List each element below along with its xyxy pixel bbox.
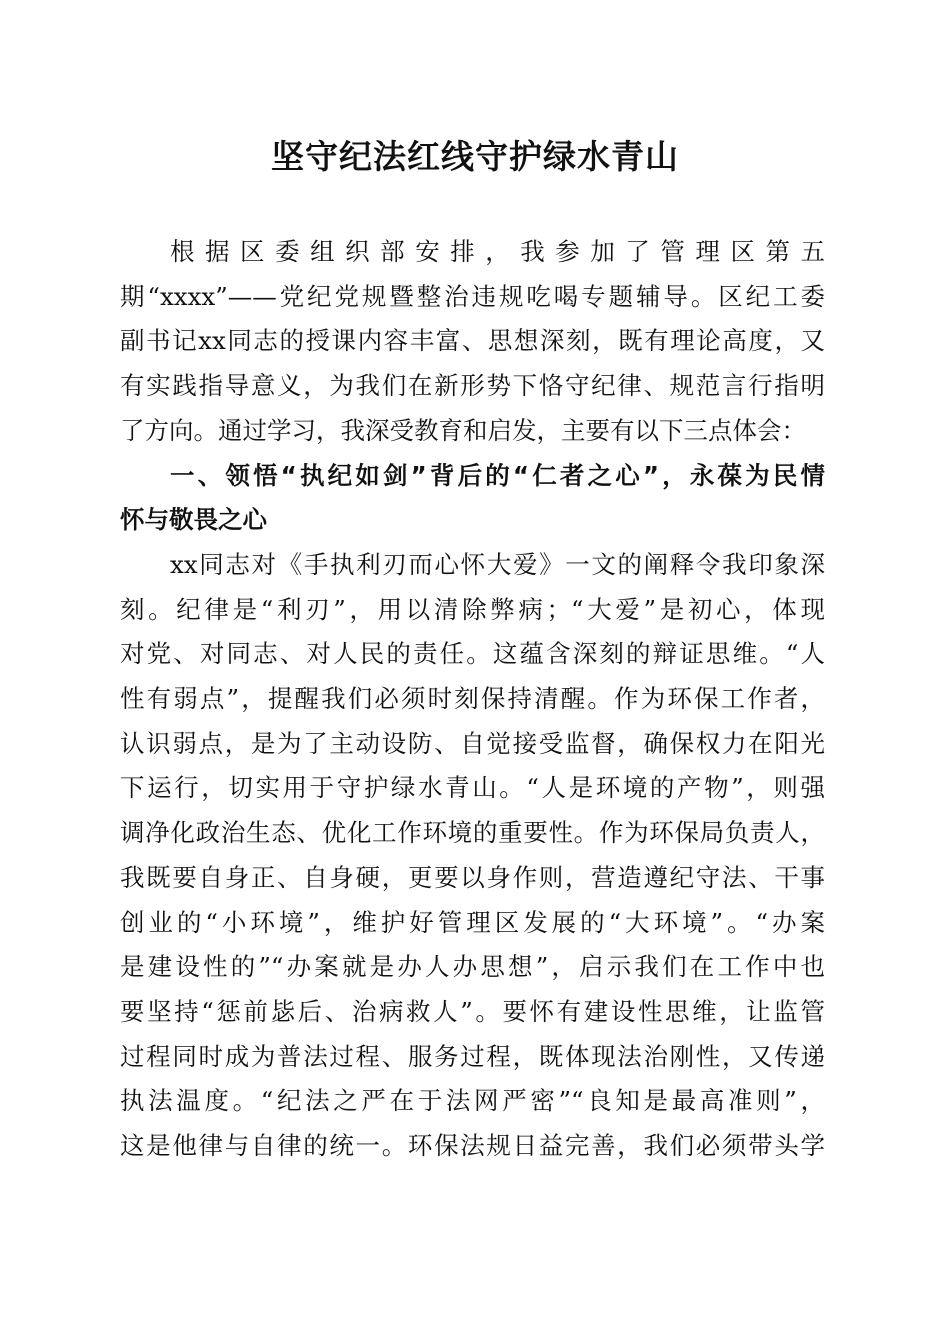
paragraph-line: 副书记xx同志的授课内容丰富、思想深刻，既有理论高度，又 — [120, 326, 825, 356]
paragraph-line: 是建设性的”“办案就是办人办思想”，启示我们在工作中也 — [120, 952, 825, 982]
document-title: 坚守纪法红线守护绿水青山 — [271, 137, 679, 176]
paragraph-line: 了方向。通过学习，我深受教育和启发，主要有以下三点体会： — [120, 415, 806, 445]
paragraph-line: 下运行，切实用于守护绿水青山。“人是环境的产物”，则强 — [120, 773, 825, 803]
paragraph-line: 刻。纪律是“利刃”，用以清除弊病；“大爱”是初心，体现 — [120, 594, 825, 624]
paragraph-line: 我既要自身正、自身硬，更要以身作则，营造遵纪守法、干事 — [120, 862, 825, 892]
paragraph-line: 根据区委组织部安排，我参加了管理区第五 — [170, 237, 825, 266]
section-heading-line: 怀与敬畏之心 — [120, 505, 267, 535]
paragraph-line: 认识弱点，是为了主动设防、自觉接受监督，确保权力在阳光 — [120, 728, 825, 758]
section-heading-line: 一、领悟“执纪如剑”背后的“仁者之心”，永葆为民情 — [170, 460, 825, 490]
paragraph-line: 调净化政治生态、优化工作环境的重要性。作为环保局负责人， — [120, 818, 825, 848]
paragraph-line: 对党、对同志、对人民的责任。这蕴含深刻的辩证思维。“人 — [120, 639, 825, 669]
paragraph-line: 执法温度。“纪法之严在于法网严密”“良知是最高准则”， — [120, 1086, 825, 1116]
paragraph-line: 有实践指导意义，为我们在新形势下恪守纪律、规范言行指明 — [120, 371, 825, 401]
paragraph-line: xx同志对《手执利刃而心怀大爱》一文的阐释令我印象深 — [170, 549, 825, 579]
paragraph-line: 这是他律与自律的统一。环保法规日益完善，我们必须带头学 — [120, 1131, 825, 1160]
paragraph-line: 性有弱点”，提醒我们必须时刻保持清醒。作为环保工作者， — [120, 684, 825, 713]
paragraph-line: 过程同时成为普法过程、服务过程，既体现法治刚性，又传递 — [120, 1041, 825, 1071]
paragraph-line: 期“xxxx”——党纪党规暨整治违规吃喝专题辅导。区纪工委 — [120, 281, 825, 311]
paragraph-line: 要坚持“惩前毖后、治病救人”。要怀有建设性思维，让监管 — [120, 996, 825, 1026]
paragraph-line: 创业的“小环境”，维护好管理区发展的“大环境”。“办案 — [120, 907, 825, 937]
